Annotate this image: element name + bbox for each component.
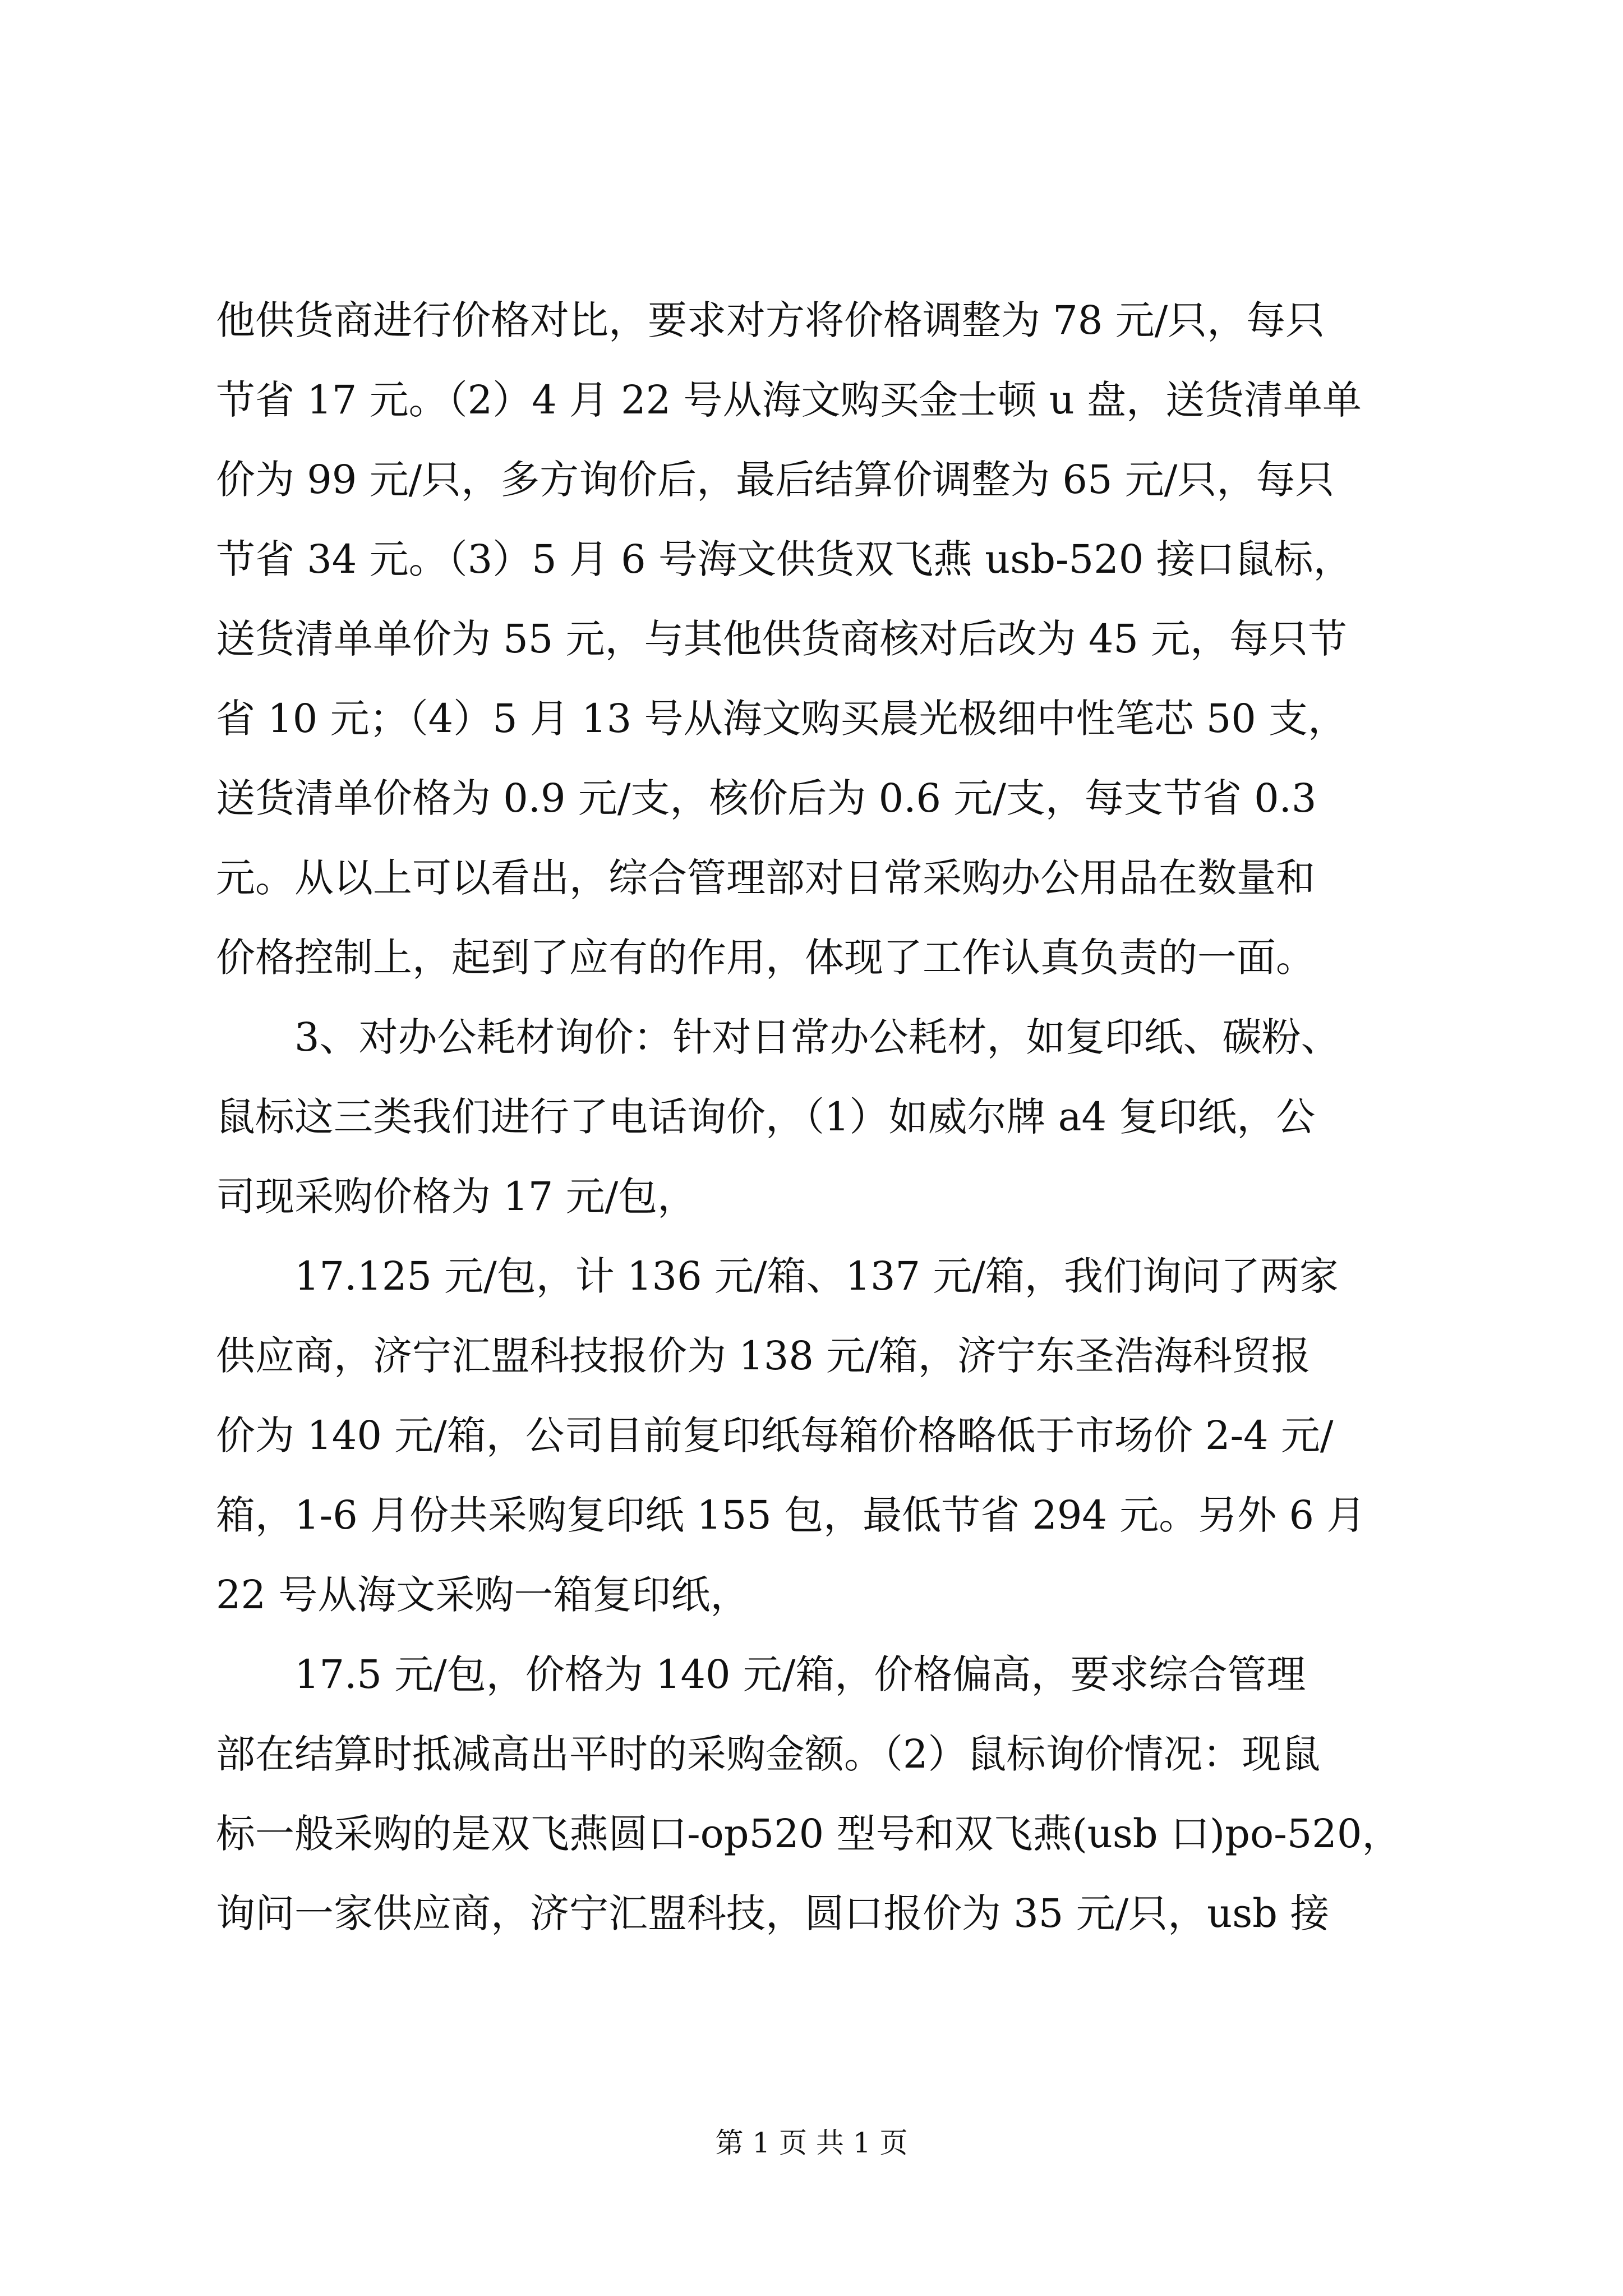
text-line: 省 10 元；（4）5 月 13 号从海文购买晨光极细中性笔芯 50 支， [216, 696, 1348, 742]
text-line: 价为 99 元/只，多方询价后，最后结算价调整为 65 元/只，每只 [216, 457, 1335, 503]
text-line: 送货清单价格为 0.9 元/支，核价后为 0.6 元/支，每支节省 0.3 [216, 775, 1317, 821]
text-line: 供应商，济宁汇盟科技报价为 138 元/箱，济宁东圣浩海科贸报 [216, 1333, 1311, 1379]
text-line: 元。从以上可以看出，综合管理部对日常采购办公用品在数量和 [216, 855, 1315, 901]
text-line: 节省 17 元。（2）4 月 22 号从海文购买金士顿 u 盘，送货清单单 [216, 377, 1362, 423]
page-number-label: 第 1 页 共 1 页 [715, 2127, 908, 2159]
text-line: 询问一家供应商，济宁汇盟科技，圆口报价为 35 元/只，usb 接 [216, 1890, 1330, 1936]
text-line: 部在结算时抵减高出平时的采购金额。（2）鼠标询价情况：现鼠 [216, 1731, 1321, 1777]
text-line: 节省 34 元。（3）5 月 6 号海文供货双飞燕 usb-520 接口鼠标， [216, 536, 1353, 582]
text-line: 鼠标这三类我们进行了电话询价，（1）如威尔牌 a4 复印纸，公 [216, 1094, 1316, 1140]
text-line: 标一般采购的是双飞燕圆口-op520 型号和双飞燕(usb 口)po-520， [216, 1811, 1401, 1857]
text-line: 价为 140 元/箱，公司目前复印纸每箱价格略低于市场价 2-4 元/ [216, 1412, 1334, 1458]
text-line: 送货清单单价为 55 元，与其他供货商核对后改为 45 元，每只节 [216, 616, 1348, 662]
paragraph-start-line: 17.5 元/包，价格为 140 元/箱，价格偏高，要求综合管理 [294, 1651, 1306, 1697]
page-footer [0, 2123, 1623, 2162]
text-line: 22 号从海文采购一箱复印纸， [216, 1572, 750, 1618]
text-line: 箱，1-6 月份共采购复印纸 155 包，最低节省 294 元。另外 6 月 [216, 1492, 1366, 1538]
paragraph-start-line: 3、对办公耗材询价：针对日常办公耗材，如复印纸、碳粉、 [294, 1014, 1340, 1060]
paragraph-start-line: 17.125 元/包，计 136 元/箱、137 元/箱，我们询问了两家 [294, 1253, 1339, 1299]
text-line: 他供货商进行价格对比，要求对方将价格调整为 78 元/只，每只 [216, 297, 1325, 343]
text-line: 司现采购价格为 17 元/包， [216, 1174, 697, 1220]
text-line: 价格控制上，起到了应有的作用，体现了工作认真负责的一面。 [216, 935, 1315, 981]
document-body [216, 280, 1427, 1953]
